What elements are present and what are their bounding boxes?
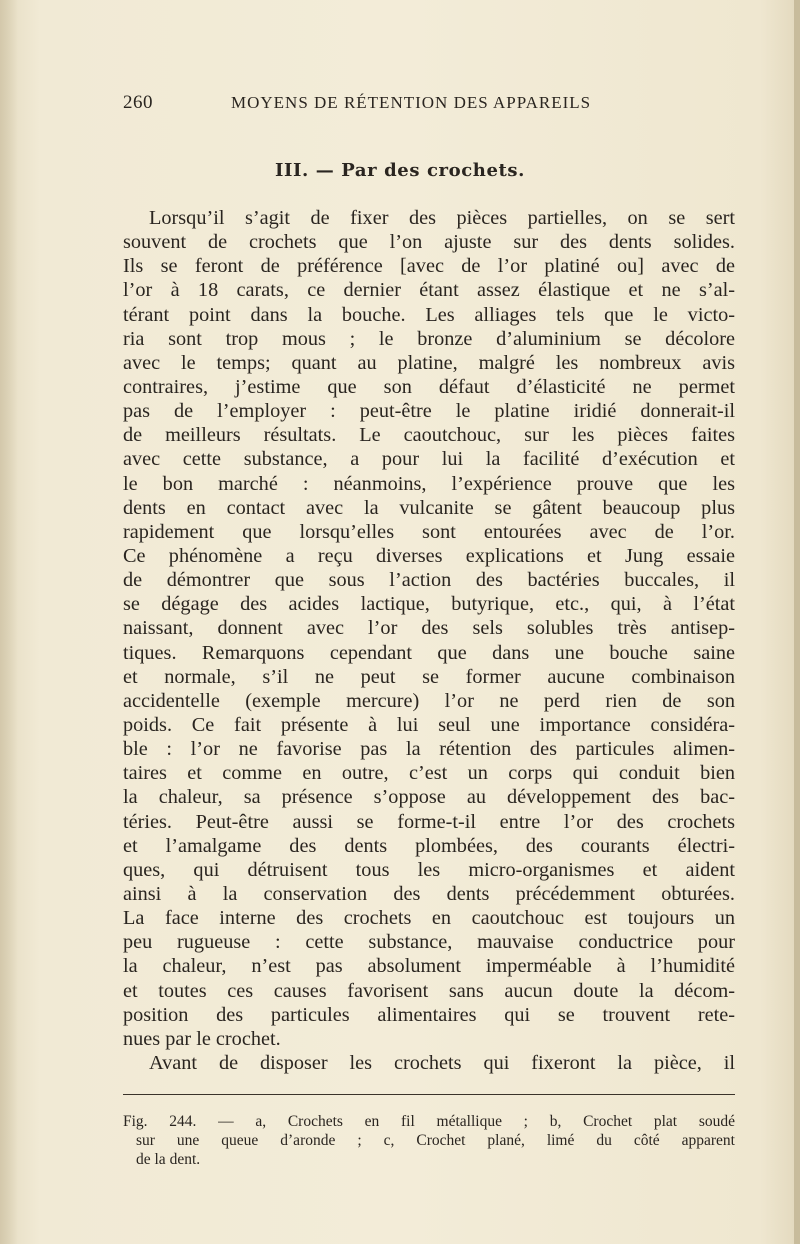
text-line: Ce phénomène a reçu diverses explications et Jung essaie — [123, 544, 735, 567]
text-line: dents en contact avec la vulcanite se gâtent beaucoup plus — [123, 496, 735, 519]
text-line: Lorsqu’il s’agit de fixer des pièces partielles, on se sert — [149, 207, 735, 229]
text-line: ainsi à la conservation des dents précédemment obturées. — [123, 882, 735, 905]
text-line: le bon marché : néanmoins, l’expérience prouve que les — [123, 472, 735, 495]
text-line: La face interne des crochets en caoutchouc est toujours un — [123, 907, 735, 930]
text-line: tiques. Remarquons cependant que dans une bouche saine — [123, 641, 735, 664]
text-line: et l’amalgame des dents plombées, des courants électri- — [123, 834, 735, 857]
text-line: et toutes ces causes favorisent sans aucun doute la décom- — [123, 979, 735, 1002]
text-line: avec cette substance, a pour lui la facilité d’exécution et — [123, 448, 735, 471]
binding-shadow — [0, 0, 18, 1244]
footnote-rule — [123, 1094, 735, 1095]
page-number: 260 — [123, 92, 153, 113]
text-line: peu rugueuse : cette substance, mauvaise conductrice pour — [123, 931, 735, 954]
text-line: poids. Ce fait présente à lui seul une importance considéra- — [123, 713, 735, 736]
text-line: avec le temps; quant au platine, malgré les nombreux avis — [123, 351, 735, 374]
running-header — [123, 92, 735, 118]
text-line: se dégage des acides lactique, butyrique, etc., qui, à l’état — [123, 593, 735, 616]
text-line: la chaleur, sa présence s’oppose au développement des bac- — [123, 786, 735, 809]
text-line: de meilleurs résultats. Le caoutchouc, sur les pièces faites — [123, 424, 735, 447]
text-line: nues par le crochet. — [123, 1027, 281, 1050]
text-line: de démontrer que sous l’action des bactéries buccales, il — [123, 569, 735, 592]
text-line: ques, qui détruisent tous les micro-organismes et aident — [123, 858, 735, 881]
caption-line: sur une queue d’aronde ; c, Crochet plané, limé du côté apparent — [136, 1132, 735, 1149]
caption-line: de la dent. — [136, 1151, 201, 1168]
text-line: térant point dans la bouche. Les alliages tels que le victo- — [123, 303, 735, 326]
text-line: contraires, j’estime que son défaut d’élasticité ne permet — [123, 375, 735, 398]
text-line: Ils se feront de préférence [avec de l’or platiné ou] avec de — [123, 255, 735, 278]
page-edge — [794, 0, 800, 1244]
text-line: l’or à 18 carats, ce dernier étant assez élastique et ne s’al- — [123, 279, 735, 302]
text-line: position des particules alimentaires qui se trouvent rete- — [123, 1003, 735, 1026]
figure-caption — [123, 1112, 735, 1169]
section-title: III. — Par des crochets. — [274, 160, 526, 181]
text-line: et normale, s’il ne peut se former aucune combinaison — [123, 665, 735, 688]
text-line: téries. Peut-être aussi se forme-t-il entre l’or des crochets — [123, 810, 735, 833]
text-line: la chaleur, n’est pas absolument imperméable à l’humidité — [123, 955, 735, 978]
text-line: rapidement que lorsqu’elles sont entourées avec de l’or. — [123, 520, 735, 543]
text-line: ble : l’or ne favorise pas la rétention des particules alimen- — [123, 738, 735, 761]
text-line: Avant de disposer les crochets qui fixeront la pièce, il — [149, 1051, 735, 1074]
text-line: souvent de crochets que l’on ajuste sur des dents solides. — [123, 231, 735, 254]
text-line: accidentelle (exemple mercure) l’or ne perd rien de son — [123, 689, 735, 712]
body-text — [123, 206, 735, 1075]
text-line: taires et comme en outre, c’est un corps qui conduit bien — [123, 762, 735, 785]
text-line: naissant, donnent avec l’or des sels solubles très antisep- — [123, 617, 735, 640]
running-title: MOYENS DE RÉTENTION DES APPAREILS — [231, 93, 592, 112]
text-line: ria sont trop mous ; le bronze d’aluminium se décolore — [123, 327, 735, 350]
text-line: pas de l’employer : peut-être le platine iridié donnerait-il — [123, 400, 735, 423]
caption-line: Fig. 244. — a, Crochets en fil métallique ; b, Crochet plat soudé — [123, 1113, 735, 1130]
